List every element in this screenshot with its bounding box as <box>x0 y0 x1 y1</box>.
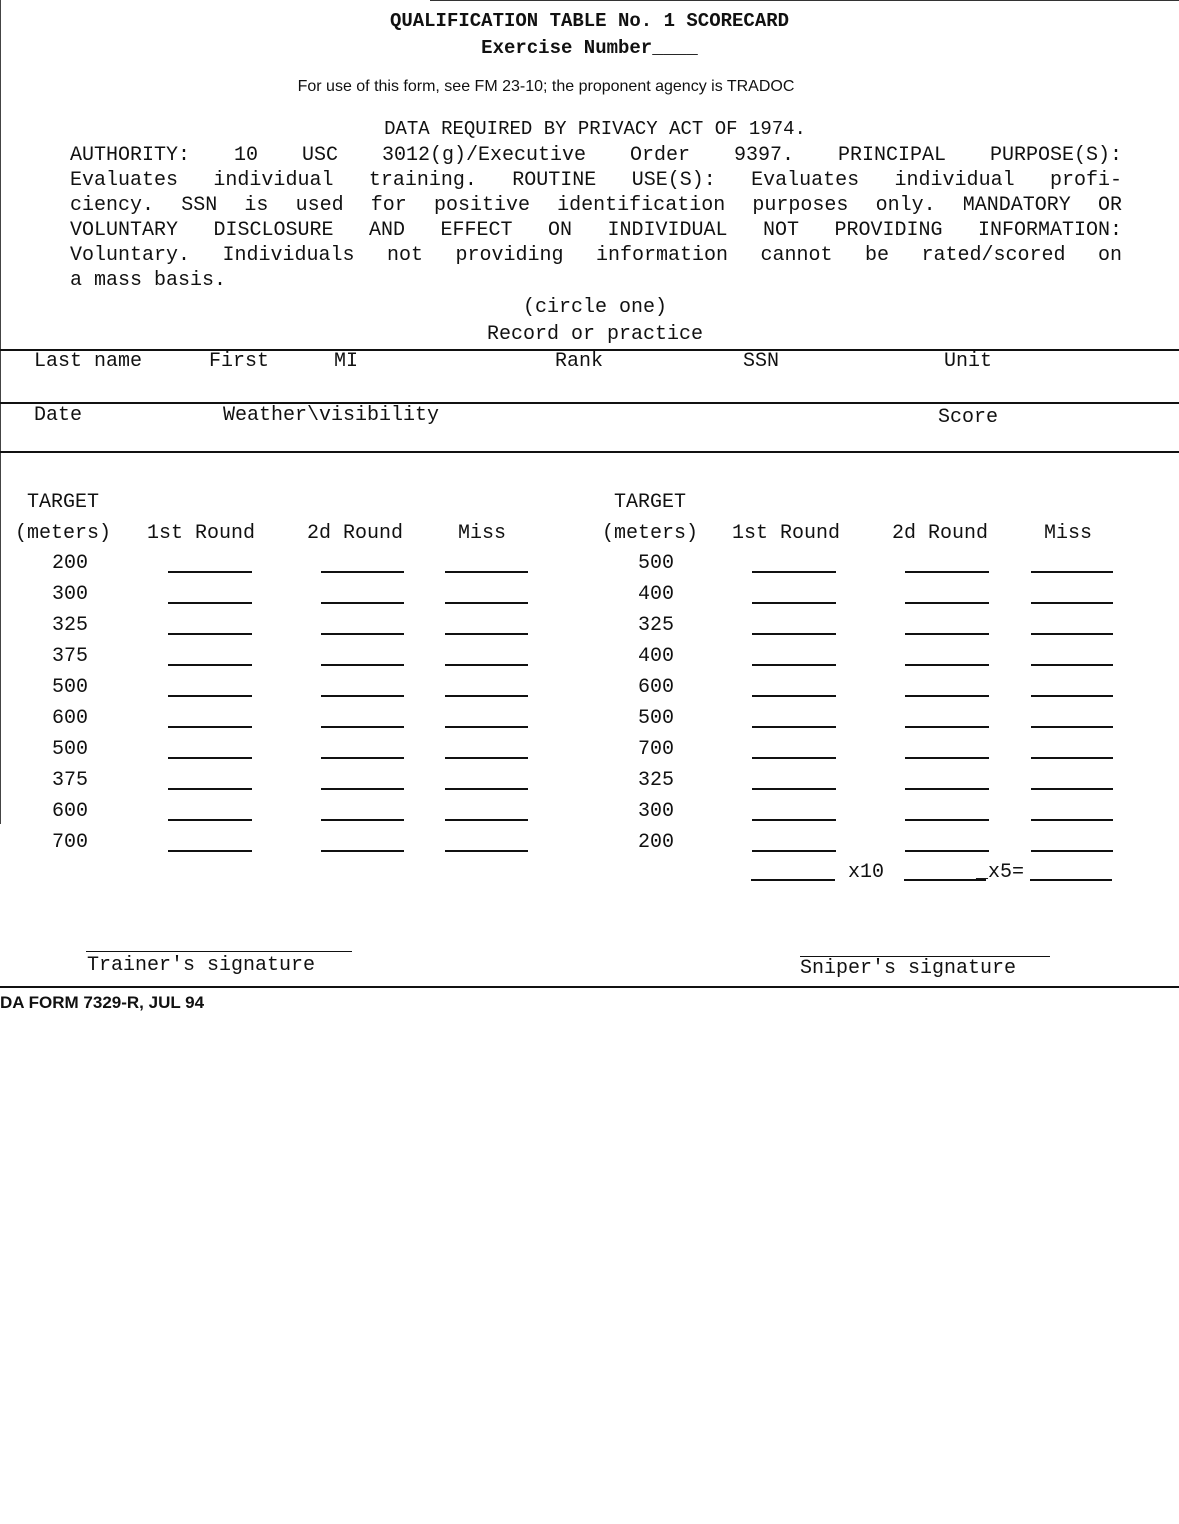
target-distance-left: 500 <box>51 738 88 761</box>
first-round-header-left: 1st Round <box>147 522 256 545</box>
second-round-blank-left[interactable] <box>321 757 404 759</box>
weather-visibility-field[interactable]: Weather\visibility <box>223 404 440 427</box>
privacy-heading: DATA REQUIRED BY PRIVACY ACT OF 1974. <box>384 118 806 140</box>
target-distance-right: 700 <box>637 738 674 761</box>
divider-line <box>0 402 1179 404</box>
miss-blank-right[interactable] <box>1031 850 1113 852</box>
second-round-blank-right[interactable] <box>905 695 989 697</box>
miss-blank-right[interactable] <box>1031 757 1113 759</box>
trainer-signature-label: Trainer's signature <box>87 954 316 977</box>
miss-blank-right[interactable] <box>1031 788 1113 790</box>
first-round-blank-left[interactable] <box>168 695 252 697</box>
target-distance-right: 400 <box>637 645 674 668</box>
second-round-blank-left[interactable] <box>321 695 404 697</box>
record-or-practice-option[interactable]: Record or practice <box>486 323 704 346</box>
privacy-line: AUTHORITY: 10 USC 3012(g)/Executive Order 9397. PRINCIPAL PURPOSE(S): <box>70 144 1122 167</box>
form-number: DA FORM 7329-R, JUL 94 <box>0 993 205 1012</box>
total-second-round-blank[interactable] <box>904 879 986 881</box>
miss-blank-right[interactable] <box>1031 633 1113 635</box>
target-distance-right: 325 <box>637 769 674 792</box>
second-round-blank-right[interactable] <box>905 819 989 821</box>
second-round-blank-left[interactable] <box>321 819 404 821</box>
last-name-field[interactable]: Last name <box>34 350 143 373</box>
target-distance-left: 600 <box>51 707 88 730</box>
divider-line <box>0 451 1179 453</box>
privacy-line: Voluntary. Individuals not providing information cannot be rated/scored on <box>70 244 1122 267</box>
sniper-signature-label: Sniper's signature <box>800 957 1017 980</box>
privacy-statement <box>70 143 1122 293</box>
form-title: QUALIFICATION TABLE No. 1 SCORECARD <box>389 10 790 32</box>
second-round-blank-right[interactable] <box>905 633 989 635</box>
second-round-blank-right[interactable] <box>905 571 989 573</box>
trainer-signature-line[interactable] <box>86 951 352 952</box>
target-distance-right: 325 <box>637 614 674 637</box>
miss-blank-left[interactable] <box>445 664 528 666</box>
target-distance-right: 300 <box>637 800 674 823</box>
privacy-line: Evaluates individual training. ROUTINE USE(S): Evaluates individual profi- <box>70 169 1122 192</box>
first-round-blank-right[interactable] <box>752 695 836 697</box>
miss-blank-right[interactable] <box>1031 726 1113 728</box>
first-round-blank-left[interactable] <box>168 757 252 759</box>
miss-header-left: Miss <box>458 522 507 545</box>
miss-blank-left[interactable] <box>445 757 528 759</box>
second-round-blank-left[interactable] <box>321 633 404 635</box>
miss-blank-right[interactable] <box>1031 571 1113 573</box>
target-distance-left: 600 <box>51 800 88 823</box>
miss-blank-left[interactable] <box>445 571 528 573</box>
meters-header-left: (meters) <box>15 522 112 545</box>
first-round-blank-left[interactable] <box>168 850 252 852</box>
first-round-blank-left[interactable] <box>168 788 252 790</box>
rank-field[interactable]: Rank <box>555 350 604 373</box>
first-round-blank-right[interactable] <box>752 850 836 852</box>
top-border-line <box>430 0 1179 1</box>
miss-header-right: Miss <box>1044 522 1093 545</box>
second-round-blank-left[interactable] <box>321 602 404 604</box>
miss-blank-left[interactable] <box>445 633 528 635</box>
target-distance-left: 375 <box>51 645 88 668</box>
miss-blank-left[interactable] <box>445 726 528 728</box>
target-distance-right: 600 <box>637 676 674 699</box>
privacy-line: a mass basis. <box>70 269 227 292</box>
times-five-label: _x5= <box>976 861 1025 884</box>
first-round-header-right: 1st Round <box>732 522 841 545</box>
miss-blank-right[interactable] <box>1031 819 1113 821</box>
first-round-blank-left[interactable] <box>168 602 252 604</box>
second-round-blank-left[interactable] <box>321 664 404 666</box>
target-distance-left: 500 <box>51 676 88 699</box>
first-name-field[interactable]: First <box>209 350 270 373</box>
second-round-blank-right[interactable] <box>905 602 989 604</box>
miss-blank-right[interactable] <box>1031 602 1113 604</box>
first-round-blank-left[interactable] <box>168 633 252 635</box>
miss-blank-right[interactable] <box>1031 695 1113 697</box>
score-field[interactable]: Score <box>938 406 999 429</box>
first-round-blank-right[interactable] <box>752 602 836 604</box>
second-round-blank-right[interactable] <box>905 757 989 759</box>
meters-header-right: (meters) <box>602 522 699 545</box>
first-round-blank-right[interactable] <box>752 633 836 635</box>
target-distance-left: 200 <box>51 552 88 575</box>
miss-blank-left[interactable] <box>445 602 528 604</box>
second-round-blank-right[interactable] <box>905 850 989 852</box>
target-distance-left: 300 <box>51 583 88 606</box>
second-round-header-right: 2d Round <box>892 522 989 545</box>
target-distance-right: 200 <box>637 831 674 854</box>
first-round-blank-right[interactable] <box>752 757 836 759</box>
exercise-number-field[interactable]: Exercise Number____ <box>481 37 698 59</box>
miss-blank-left[interactable] <box>445 819 528 821</box>
first-round-blank-left[interactable] <box>168 664 252 666</box>
second-round-blank-left[interactable] <box>321 788 404 790</box>
first-round-blank-right[interactable] <box>752 571 836 573</box>
first-round-blank-right[interactable] <box>752 664 836 666</box>
second-round-blank-right[interactable] <box>905 788 989 790</box>
miss-blank-left[interactable] <box>445 788 528 790</box>
first-round-blank-left[interactable] <box>168 819 252 821</box>
footer-divider-line <box>0 986 1179 988</box>
ssn-field[interactable]: SSN <box>743 350 780 373</box>
total-first-round-blank[interactable] <box>751 879 835 881</box>
first-round-blank-left[interactable] <box>168 571 252 573</box>
second-round-header-left: 2d Round <box>307 522 404 545</box>
target-distance-left: 700 <box>51 831 88 854</box>
second-round-blank-right[interactable] <box>905 664 989 666</box>
target-distance-right: 500 <box>637 707 674 730</box>
times-ten-label: x10 <box>848 861 885 884</box>
target-header-left: TARGET <box>27 491 100 514</box>
miss-blank-right[interactable] <box>1031 664 1113 666</box>
target-distance-right: 500 <box>637 552 674 575</box>
second-round-blank-left[interactable] <box>321 571 404 573</box>
first-round-blank-left[interactable] <box>168 726 252 728</box>
total-score-blank[interactable] <box>1030 879 1112 881</box>
miss-blank-left[interactable] <box>445 850 528 852</box>
target-distance-right: 400 <box>637 583 674 606</box>
second-round-blank-right[interactable] <box>905 726 989 728</box>
first-round-blank-right[interactable] <box>752 726 836 728</box>
privacy-line: ciency. SSN is used for positive identification purposes only. MANDATORY OR <box>70 194 1122 217</box>
first-round-blank-right[interactable] <box>752 819 836 821</box>
unit-field[interactable]: Unit <box>944 350 993 373</box>
date-field[interactable]: Date <box>34 404 83 427</box>
second-round-blank-left[interactable] <box>321 850 404 852</box>
target-header-right: TARGET <box>614 491 687 514</box>
first-round-blank-right[interactable] <box>752 788 836 790</box>
target-distance-left: 325 <box>51 614 88 637</box>
target-distance-left: 375 <box>51 769 88 792</box>
second-round-blank-left[interactable] <box>321 726 404 728</box>
proponent-note: For use of this form, see FM 23-10; the proponent agency is TRADOC <box>297 78 795 95</box>
circle-one-note: (circle one) <box>522 296 668 319</box>
privacy-line: VOLUNTARY DISCLOSURE AND EFFECT ON INDIVIDUAL NOT PROVIDING INFORMATION: <box>70 219 1122 242</box>
miss-blank-left[interactable] <box>445 695 528 697</box>
middle-initial-field[interactable]: MI <box>334 350 359 373</box>
